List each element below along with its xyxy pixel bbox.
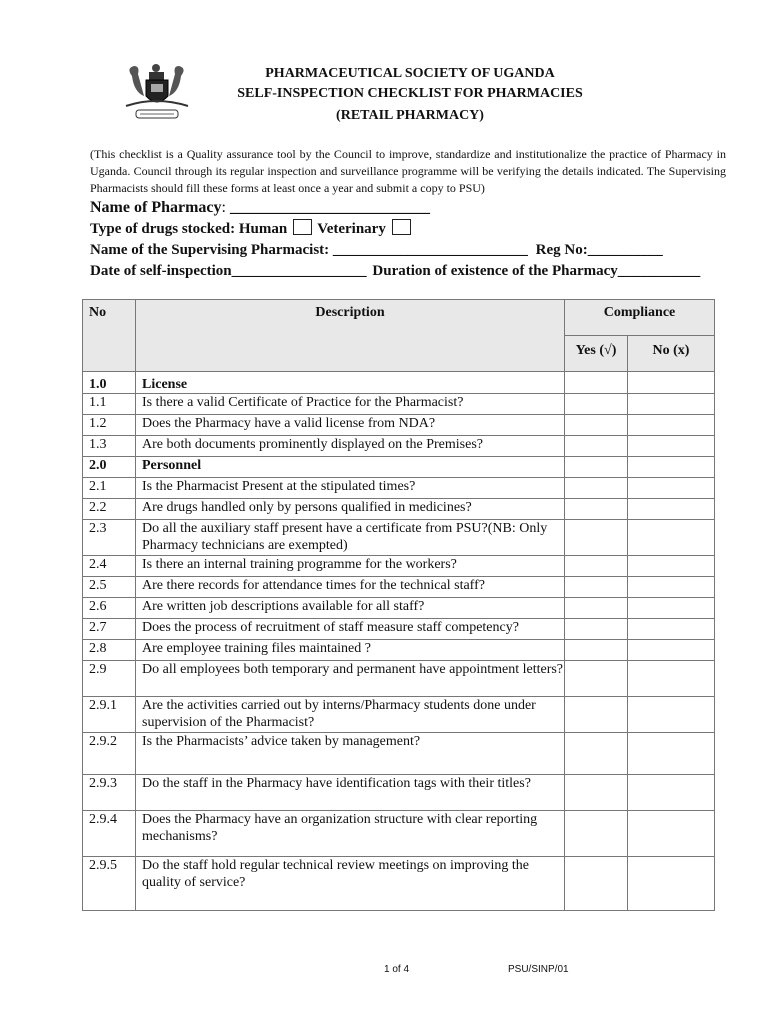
yes-cell[interactable] [565, 372, 628, 394]
table-row [83, 775, 715, 811]
yes-cell[interactable] [565, 811, 628, 857]
row-number: 2.8 [83, 640, 136, 661]
yes-cell[interactable] [565, 697, 628, 733]
row-number: 2.2 [83, 499, 136, 520]
yes-cell[interactable] [565, 556, 628, 577]
yes-cell[interactable] [565, 775, 628, 811]
date-field [90, 261, 700, 281]
row-description: Does the Pharmacy have a valid license from NDA? [136, 415, 565, 436]
duration-label[interactable]: Duration of existence of the Pharmacy___________ [372, 263, 701, 279]
yes-cell[interactable] [565, 598, 628, 619]
table-row [83, 520, 715, 556]
col-no-header: No [83, 300, 136, 372]
no-cell[interactable] [628, 775, 715, 811]
table-row [83, 394, 715, 415]
yes-cell[interactable] [565, 394, 628, 415]
row-description: Is there a valid Certificate of Practice for the Pharmacist? [136, 394, 565, 415]
table-row [83, 640, 715, 661]
row-description: Is the Pharmacist Present at the stipulated times? [136, 478, 565, 499]
intro-paragraph: (This checklist is a Quality assurance tool by the Council to improve, standardize and institutionalize the practice of Pharmacy in Uganda. Council through its regular inspection and surveillance programme will be verifying the details indicated. The Supervising Pharmacists should fill these forms at least once a year and submit a copy to PSU) [90, 147, 726, 195]
row-description: Do the staff hold regular technical review meetings on improving the quality of service? [136, 857, 565, 911]
yes-cell[interactable] [565, 436, 628, 457]
col-compliance-header: Compliance [565, 300, 715, 336]
supervisor-label[interactable]: Name of the Supervising Pharmacist: __________________________ [90, 242, 528, 258]
no-cell[interactable] [628, 640, 715, 661]
row-number: 2.3 [83, 520, 136, 556]
org-title: PHARMACEUTICAL SOCIETY OF UGANDA [265, 66, 555, 81]
yes-cell[interactable] [565, 520, 628, 556]
row-description: Personnel [136, 457, 565, 478]
pharmacy-name-label: Name of Pharmacy [90, 199, 222, 216]
yes-cell[interactable] [565, 457, 628, 478]
row-number: 2.6 [83, 598, 136, 619]
no-cell[interactable] [628, 857, 715, 911]
no-cell[interactable] [628, 811, 715, 857]
row-number: 2.9.4 [83, 811, 136, 857]
yes-cell[interactable] [565, 478, 628, 499]
table-row [83, 478, 715, 499]
table-row [83, 556, 715, 577]
no-cell[interactable] [628, 661, 715, 697]
row-description: Are written job descriptions available for all staff? [136, 598, 565, 619]
row-description: Are both documents prominently displayed on the Premises? [136, 436, 565, 457]
row-number: 2.9.5 [83, 857, 136, 911]
no-cell[interactable] [628, 436, 715, 457]
row-description: Are the activities carried out by interns/Pharmacy students done under supervision of the Pharmacist? [136, 697, 565, 733]
row-description: Does the Pharmacy have an organization structure with clear reporting mechanisms? [136, 811, 565, 857]
no-cell[interactable] [628, 415, 715, 436]
row-number: 2.5 [83, 577, 136, 598]
row-description: Does the process of recruitment of staff measure staff competency? [136, 619, 565, 640]
no-cell[interactable] [628, 556, 715, 577]
no-cell[interactable] [628, 577, 715, 598]
veterinary-checkbox[interactable] [392, 219, 411, 235]
yes-cell[interactable] [565, 661, 628, 697]
table-row [83, 457, 715, 478]
veterinary-label: Veterinary [317, 221, 386, 237]
yes-cell[interactable] [565, 415, 628, 436]
yes-cell[interactable] [565, 640, 628, 661]
no-cell[interactable] [628, 372, 715, 394]
col-yes-header: Yes (√) [565, 336, 628, 372]
yes-cell[interactable] [565, 619, 628, 640]
yes-cell[interactable] [565, 499, 628, 520]
row-number: 2.9 [83, 661, 136, 697]
table-row [83, 499, 715, 520]
no-cell[interactable] [628, 619, 715, 640]
table-row [83, 733, 715, 775]
row-description: Is there an internal training programme for the workers? [136, 556, 565, 577]
supervisor-field [90, 240, 663, 260]
table-row [83, 577, 715, 598]
no-cell[interactable] [628, 457, 715, 478]
row-number: 2.1 [83, 478, 136, 499]
row-number: 2.0 [83, 457, 136, 478]
row-description: Is the Pharmacists’ advice taken by management? [136, 733, 565, 775]
table-row [83, 619, 715, 640]
row-description: License [136, 372, 565, 394]
row-number: 1.3 [83, 436, 136, 457]
table-row [83, 372, 715, 394]
row-number: 1.0 [83, 372, 136, 394]
no-cell[interactable] [628, 697, 715, 733]
yes-cell[interactable] [565, 857, 628, 911]
table-row [83, 811, 715, 857]
no-cell[interactable] [628, 520, 715, 556]
checklist-table [82, 299, 715, 911]
table-row [83, 436, 715, 457]
drug-type-label: Type of drugs stocked: Human [90, 221, 288, 237]
page-subtitle: (RETAIL PHARMACY) [336, 108, 484, 123]
document-code: PSU/SINP/01 [508, 964, 569, 975]
no-cell[interactable] [628, 394, 715, 415]
row-description: Do all the auxiliary staff present have a certificate from PSU?(NB: Only Pharmacy technicians are exempted) [136, 520, 565, 556]
row-description: Do the staff in the Pharmacy have identification tags with their titles? [136, 775, 565, 811]
no-cell[interactable] [628, 598, 715, 619]
pharmacy-name-field [90, 198, 430, 218]
date-label[interactable]: Date of self-inspection__________________ [90, 263, 367, 279]
row-number: 1.2 [83, 415, 136, 436]
col-description-header: Description [136, 300, 565, 372]
human-checkbox[interactable] [293, 219, 312, 235]
col-no-x-header: No (x) [628, 336, 715, 372]
row-description: Are drugs handled only by persons qualified in medicines? [136, 499, 565, 520]
row-description: Are employee training files maintained ? [136, 640, 565, 661]
reg-no-label[interactable]: Reg No:__________ [535, 242, 663, 258]
page-title: SELF-INSPECTION CHECKLIST FOR PHARMACIES [237, 86, 583, 101]
row-description: Do all employees both temporary and permanent have appointment letters? [136, 661, 565, 697]
yes-cell[interactable] [565, 733, 628, 775]
pharmacy-name-colon: : [221, 199, 226, 216]
table-row [83, 697, 715, 733]
row-number: 1.1 [83, 394, 136, 415]
row-number: 2.7 [83, 619, 136, 640]
no-cell[interactable] [628, 499, 715, 520]
row-number: 2.9.1 [83, 697, 136, 733]
page-number: 1 of 4 [384, 964, 410, 975]
row-number: 2.9.2 [83, 733, 136, 775]
row-description: Are there records for attendance times for the technical staff? [136, 577, 565, 598]
pharmacy-name-input[interactable]: _________________________ [229, 199, 430, 216]
row-number: 2.4 [83, 556, 136, 577]
table-row [83, 661, 715, 697]
no-cell[interactable] [628, 478, 715, 499]
table-row [83, 415, 715, 436]
drug-type-field [90, 219, 416, 239]
row-number: 2.9.3 [83, 775, 136, 811]
yes-cell[interactable] [565, 577, 628, 598]
table-row [83, 598, 715, 619]
no-cell[interactable] [628, 733, 715, 775]
table-row [83, 857, 715, 911]
